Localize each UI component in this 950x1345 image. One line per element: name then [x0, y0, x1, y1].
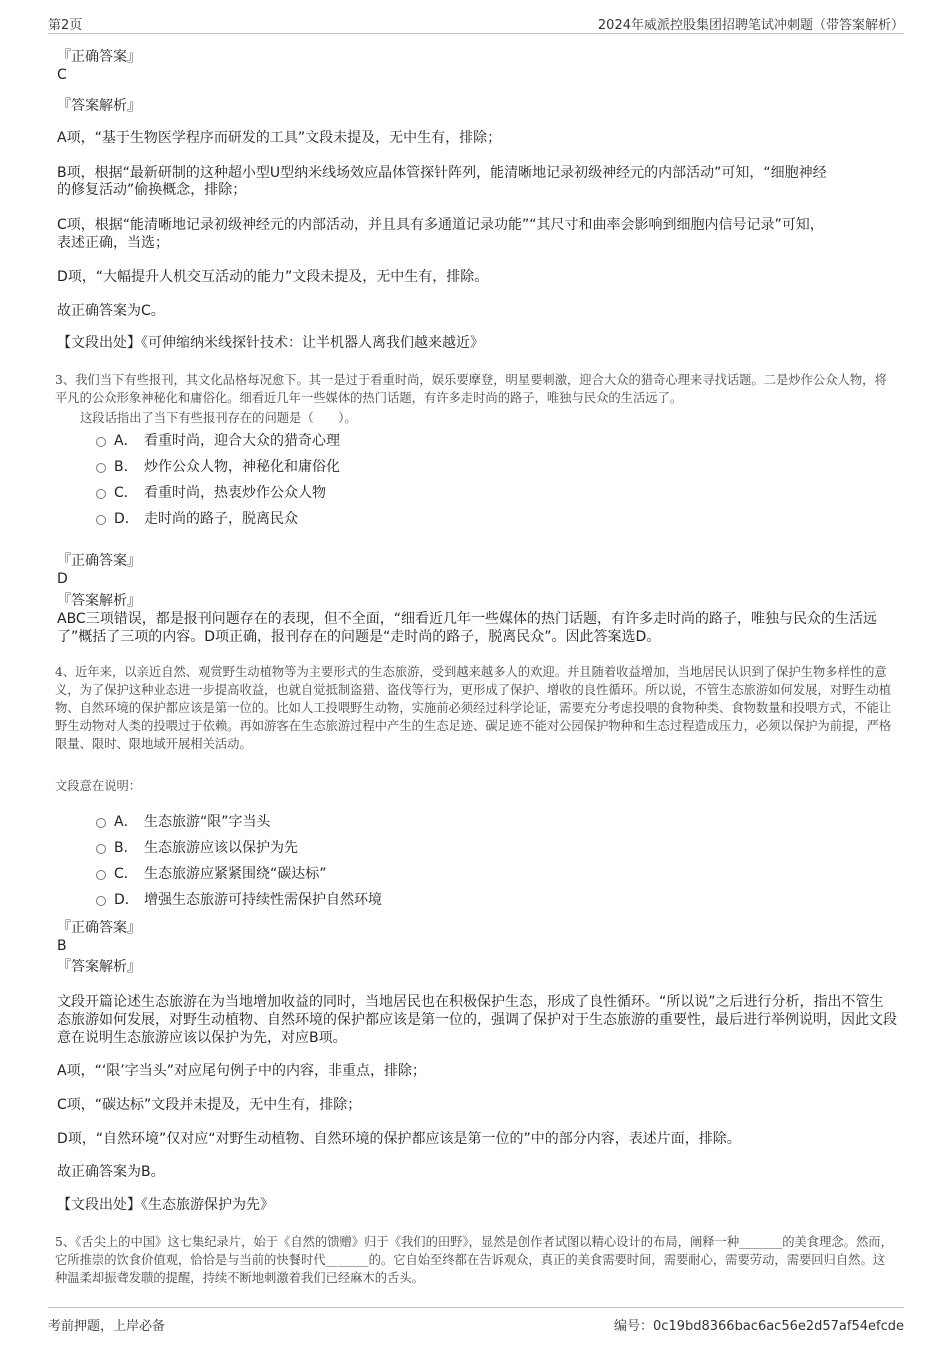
q2-analysis-line: 表述正确，当选； [57, 235, 169, 251]
radio-icon[interactable] [96, 844, 106, 854]
q4-option-a[interactable]: A． 生态旅游“限”字当头 [96, 813, 271, 831]
q2-answer: C [57, 67, 67, 83]
q4-option-d[interactable]: D． 增强生态旅游可持续性需保护自然环境 [96, 891, 382, 909]
q4-stem: 4、近年来，以亲近自然、观赏野生动植物等为主要形式的生态旅游，受到越来越多人的欢迎。并且随着收益增加，当地居民认识到了保护生物多样性的意义，为了保护这种业态进一步提高收益，也就自觉抵制盗猎、盗伐等行为，更形成了保护、增收的良性循环。所以说，不管生态旅游如何发展，对野生动植物、自然环境的保护都应该是第一位的。比如人工投喂野生动物，实施前必须经过科学论证，需要充分考虑投喂的食物种类、食物数量和投喂方式，不能让野生动物对人类的投喂过于依赖。再如游客在生态旅游过程中产生的生态足迹、碳足迹不能对公园保护物种和生态过程造成压力，必须以保护为前提，严格限量、限时、限地域开展相关活动。 [55, 665, 892, 751]
radio-icon[interactable] [96, 437, 106, 447]
q4-analysis-label: 『答案解析』 [57, 959, 141, 975]
q2-answer-label: 『正确答案』 [57, 49, 141, 65]
q3-option-d[interactable]: D． 走时尚的路子，脱离民众 [96, 510, 298, 528]
document-title: 2024年威派控股集团招聘笔试冲刺题（带答案解析） [597, 18, 904, 33]
q4-option-c[interactable]: C． 生态旅游应紧紧围绕“碳达标” [96, 865, 327, 883]
q3-question: 这段话指出了当下有些报刊存在的问题是（ ）。 [80, 411, 357, 425]
radio-icon[interactable] [96, 463, 106, 473]
radio-icon[interactable] [96, 896, 106, 906]
q3-option-a[interactable]: A． 看重时尚，迎合大众的猎奇心理 [96, 432, 340, 450]
page-footer [48, 1307, 904, 1337]
document-id: 编号：0c19bd8366bac6ac56e2d57af54efcde [614, 1319, 904, 1334]
q2-source: 【文段出处】《可伸缩纳米线探针技术：让半机器人离我们越来越近》 [57, 335, 484, 351]
q4-option-b[interactable]: B． 生态旅游应该以保护为先 [96, 839, 298, 857]
q4-conclusion: 故正确答案为B。 [57, 1164, 165, 1180]
page-number: 第2页 [48, 18, 83, 33]
q2-analysis-label: 『答案解析』 [57, 98, 141, 114]
radio-icon[interactable] [96, 489, 106, 499]
footer-slogan: 考前押题，上岸必备 [48, 1319, 166, 1334]
q2-analysis-line: 的修复活动”偷换概念，排除； [57, 182, 247, 198]
radio-icon[interactable] [96, 870, 106, 880]
q4-analysis-line: C项，“碳达标”文段并未提及，无中生有，排除； [57, 1097, 362, 1113]
q2-analysis-line: C项，根据“能清晰地记录初级神经元的内部活动，并且具有多通道记录功能”“其尺寸和曲率会影响到细胞内信号记录”可知， [57, 217, 824, 233]
q5-stem: 5、《舌尖上的中国》这七集纪录片，始于《自然的馈赠》归于《我们的田野》，显然是创作者试图以精心设计的布局，阐释一种_______的美食理念。然而，它所推崇的饮食价值观，恰恰是与当前的快餐时代_______的。它自始至终都在告诉观众，真正的美食需要时间，需要耐心，需要劳动，需要回归自然。这种温柔却振聋发聩的提醒，持续不断地刺激着我们已经麻木的舌头。 [55, 1235, 893, 1285]
q4-question: 文段意在说明： [55, 779, 142, 793]
q3-answer: D [57, 571, 68, 587]
q2-analysis-line: D项，“大幅提升人机交互活动的能力”文段未提及，无中生有，排除。 [57, 269, 489, 285]
q4-analysis: 文段开篇论述生态旅游在为当地增加收益的同时，当地居民也在积极保护生态，形成了良性循环。“所以说”之后进行分析，指出不管生态旅游如何发展，对野生动植物、自然环境的保护都应该是第一位的，强调了保护对于生态旅游的重要性，最后进行举例说明，因此文段意在说明生态旅游应该以保护为先，对应B项。 [57, 994, 897, 1046]
q4-answer-label: 『正确答案』 [57, 920, 141, 936]
q2-analysis-line: B项，根据“最新研制的这种超小型U型纳米线场效应晶体管探针阵列，能清晰地记录初级神经元的内部活动”可知，“细胞神经 [57, 165, 827, 181]
q4-answer: B [57, 938, 67, 954]
q3-stem: 3、我们当下有些报刊，其文化品格每况愈下。其一是过于看重时尚，娱乐要摩登，明星要刺激，迎合大众的猎奇心理来寻找话题。二是炒作公众人物，将平凡的公众形象神秘化和庸俗化。细看近几年一些媒体的热门话题，有许多走时尚的路子，唯独与民众的生活远了。 [55, 373, 887, 405]
page-header [48, 12, 904, 34]
q3-analysis: ABC三项错误，都是报刊问题存在的表现，但不全面，“细看近几年一些媒体的热门话题，有许多走时尚的路子，唯独与民众的生活远了”概括了三项的内容。D项正确，报刊存在的问题是“走时尚的路子，脱离民众”。因此答案选D。 [57, 611, 877, 645]
q4-analysis-line: D项，“自然环境”仅对应“对野生动植物、自然环境的保护都应该是第一位的”中的部分内容，表述片面，排除。 [57, 1131, 741, 1147]
q3-analysis-label: 『答案解析』 [57, 593, 141, 609]
q2-analysis-line: A项，“基于生物医学程序而研发的工具”文段未提及，无中生有，排除； [57, 130, 502, 146]
radio-icon[interactable] [96, 515, 106, 525]
q4-source: 【文段出处】《生态旅游保护为先》 [57, 1197, 274, 1213]
q4-analysis-line: A项，“‘限’字当头”对应尾句例子中的内容，非重点，排除； [57, 1063, 426, 1079]
q3-option-b[interactable]: B． 炒作公众人物，神秘化和庸俗化 [96, 458, 340, 476]
q3-option-c[interactable]: C． 看重时尚，热衷炒作公众人物 [96, 484, 326, 502]
radio-icon[interactable] [96, 818, 106, 828]
q2-conclusion: 故正确答案为C。 [57, 303, 165, 319]
q3-answer-label: 『正确答案』 [57, 553, 141, 569]
